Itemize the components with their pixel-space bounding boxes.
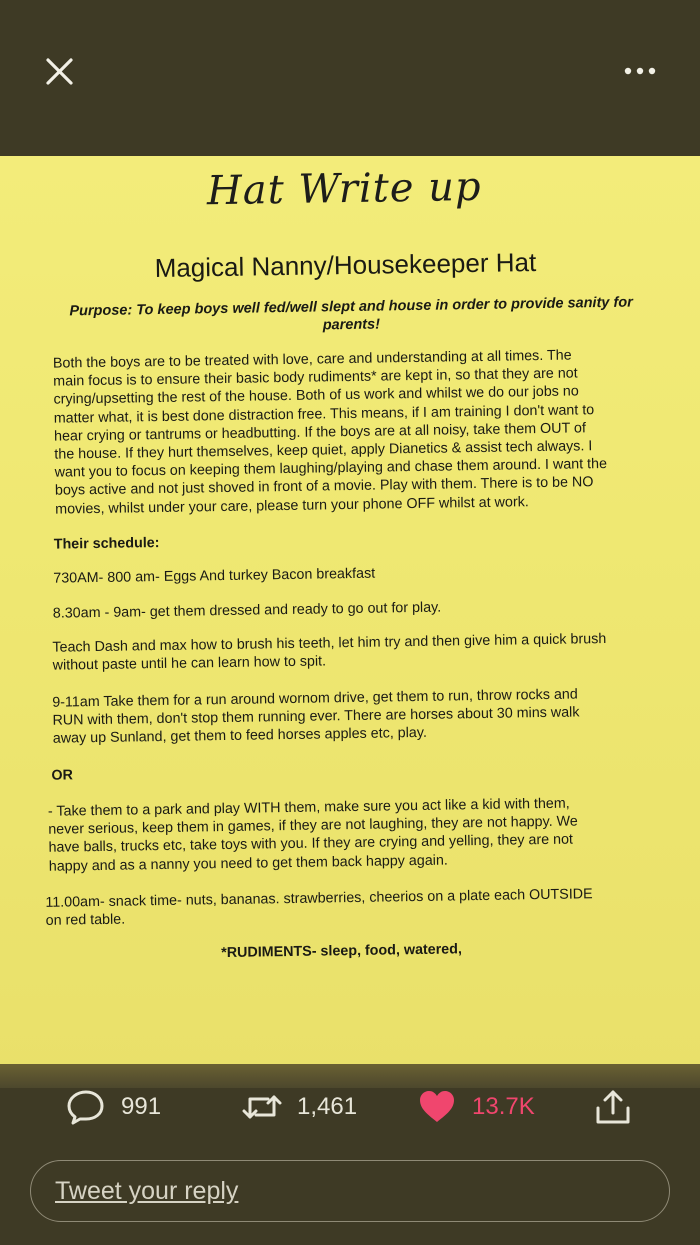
- morning-paragraph: [52, 684, 673, 748]
- text-line: Both the boys are to be treated with love, care and understanding at all times. The: [52, 347, 572, 372]
- text-line: want you to focus on keeping them laughing/playing and chase them around. I want the: [54, 456, 608, 481]
- document-page: [0, 156, 700, 1088]
- retweet-icon: [241, 1089, 283, 1125]
- rudiments-footnote: *RUDIMENTS- sleep, food, watered,: [221, 941, 463, 962]
- purpose-line: parents!: [322, 316, 381, 334]
- reply-placeholder: Tweet your reply: [55, 1177, 239, 1205]
- more-options-button[interactable]: [618, 58, 662, 84]
- text-line: happy and as a nanny you need to get them back happy again.: [48, 852, 448, 875]
- purpose-line: Purpose: To keep boys well fed/well slept and house in order to provide sanity for: [69, 294, 633, 320]
- reply-count: 991: [121, 1093, 162, 1120]
- schedule-heading: Their schedule:: [53, 534, 160, 553]
- text-line: boys active and not just shoved in front of a movie. Play with them. There is to be NO: [54, 474, 594, 500]
- text-line: on red table.: [45, 911, 126, 930]
- text-line: crying/upsetting the rest of the house. Both of us work and whilst we do our jobs no: [53, 383, 579, 409]
- snack-paragraph: [45, 884, 675, 930]
- intro-paragraph: [53, 345, 675, 519]
- text-line: have balls, trucks etc, take toys with you. If they are crying and yelling, they are not: [48, 831, 574, 857]
- heart-icon: [418, 1090, 456, 1124]
- top-bar: [0, 0, 700, 156]
- more-options-icon: [618, 58, 662, 84]
- text-line: movies, whilst under your care, please turn your phone OFF whilst at work.: [55, 493, 529, 518]
- like-count: 13.7K: [472, 1093, 535, 1120]
- like-button[interactable]: [418, 1089, 535, 1125]
- purpose-statement: [56, 293, 646, 338]
- close-icon: [38, 50, 82, 94]
- retweet-count: 1,461: [297, 1093, 358, 1120]
- text-line: matter what, it is best done distraction free. This means, if I am training I don't want to: [53, 401, 595, 427]
- park-paragraph: [48, 793, 669, 876]
- text-line: Teach Dash and max how to brush his teeth, let him try and then give him a quick brush: [52, 630, 607, 656]
- text-line: away up Sunland, get them to feed horses apples etc, play.: [52, 725, 427, 748]
- text-line: 9-11am Take them for a run around wornom drive, get them to run, throw rocks and: [52, 686, 578, 711]
- text-line: hear crying or tantrums or headbutting. If the boys are at all noisy, take them OUT of: [53, 420, 587, 445]
- retweet-button[interactable]: [241, 1089, 357, 1125]
- teeth-paragraph: [52, 629, 692, 675]
- handwritten-title: Hat Write up: [206, 163, 482, 215]
- document-title: Magical Nanny/Housekeeper Hat: [154, 247, 537, 284]
- close-button[interactable]: [38, 50, 82, 94]
- photo-shadow-edge: [0, 1064, 700, 1090]
- text-line: 11.00am- snack time- nuts, bananas. strawberries, cheerios on a plate each OUTSIDE: [45, 886, 593, 911]
- text-line: RUN with them, don't stop them running ever. There are horses about 30 mins walk: [52, 704, 580, 729]
- reply-icon: [67, 1089, 105, 1125]
- or-label: OR: [51, 767, 73, 784]
- text-line: never serious, keep them in games, if they are not laughing, they are not happy. We: [48, 813, 578, 838]
- share-button[interactable]: [594, 1089, 632, 1125]
- schedule-item: 8.30am - 9am- get them dressed and ready to go out for play.: [52, 599, 442, 622]
- text-line: - Take them to a park and play WITH them, make sure you act like a kid with them,: [47, 795, 570, 820]
- text-line: the house. If they hurt themselves, keep quiet, apply Dianetics & assist tech always. I: [54, 438, 593, 463]
- reply-button[interactable]: [67, 1089, 161, 1125]
- share-icon: [594, 1088, 632, 1126]
- document-photo[interactable]: [0, 156, 700, 1088]
- reply-input[interactable]: [30, 1160, 670, 1222]
- schedule-item: 730AM- 800 am- Eggs And turkey Bacon breakfast: [53, 565, 376, 587]
- text-line: main focus is to ensure their basic body rudiments* are kept in, so that they are not: [53, 365, 578, 390]
- text-line: without paste until he can learn how to spit.: [52, 653, 327, 674]
